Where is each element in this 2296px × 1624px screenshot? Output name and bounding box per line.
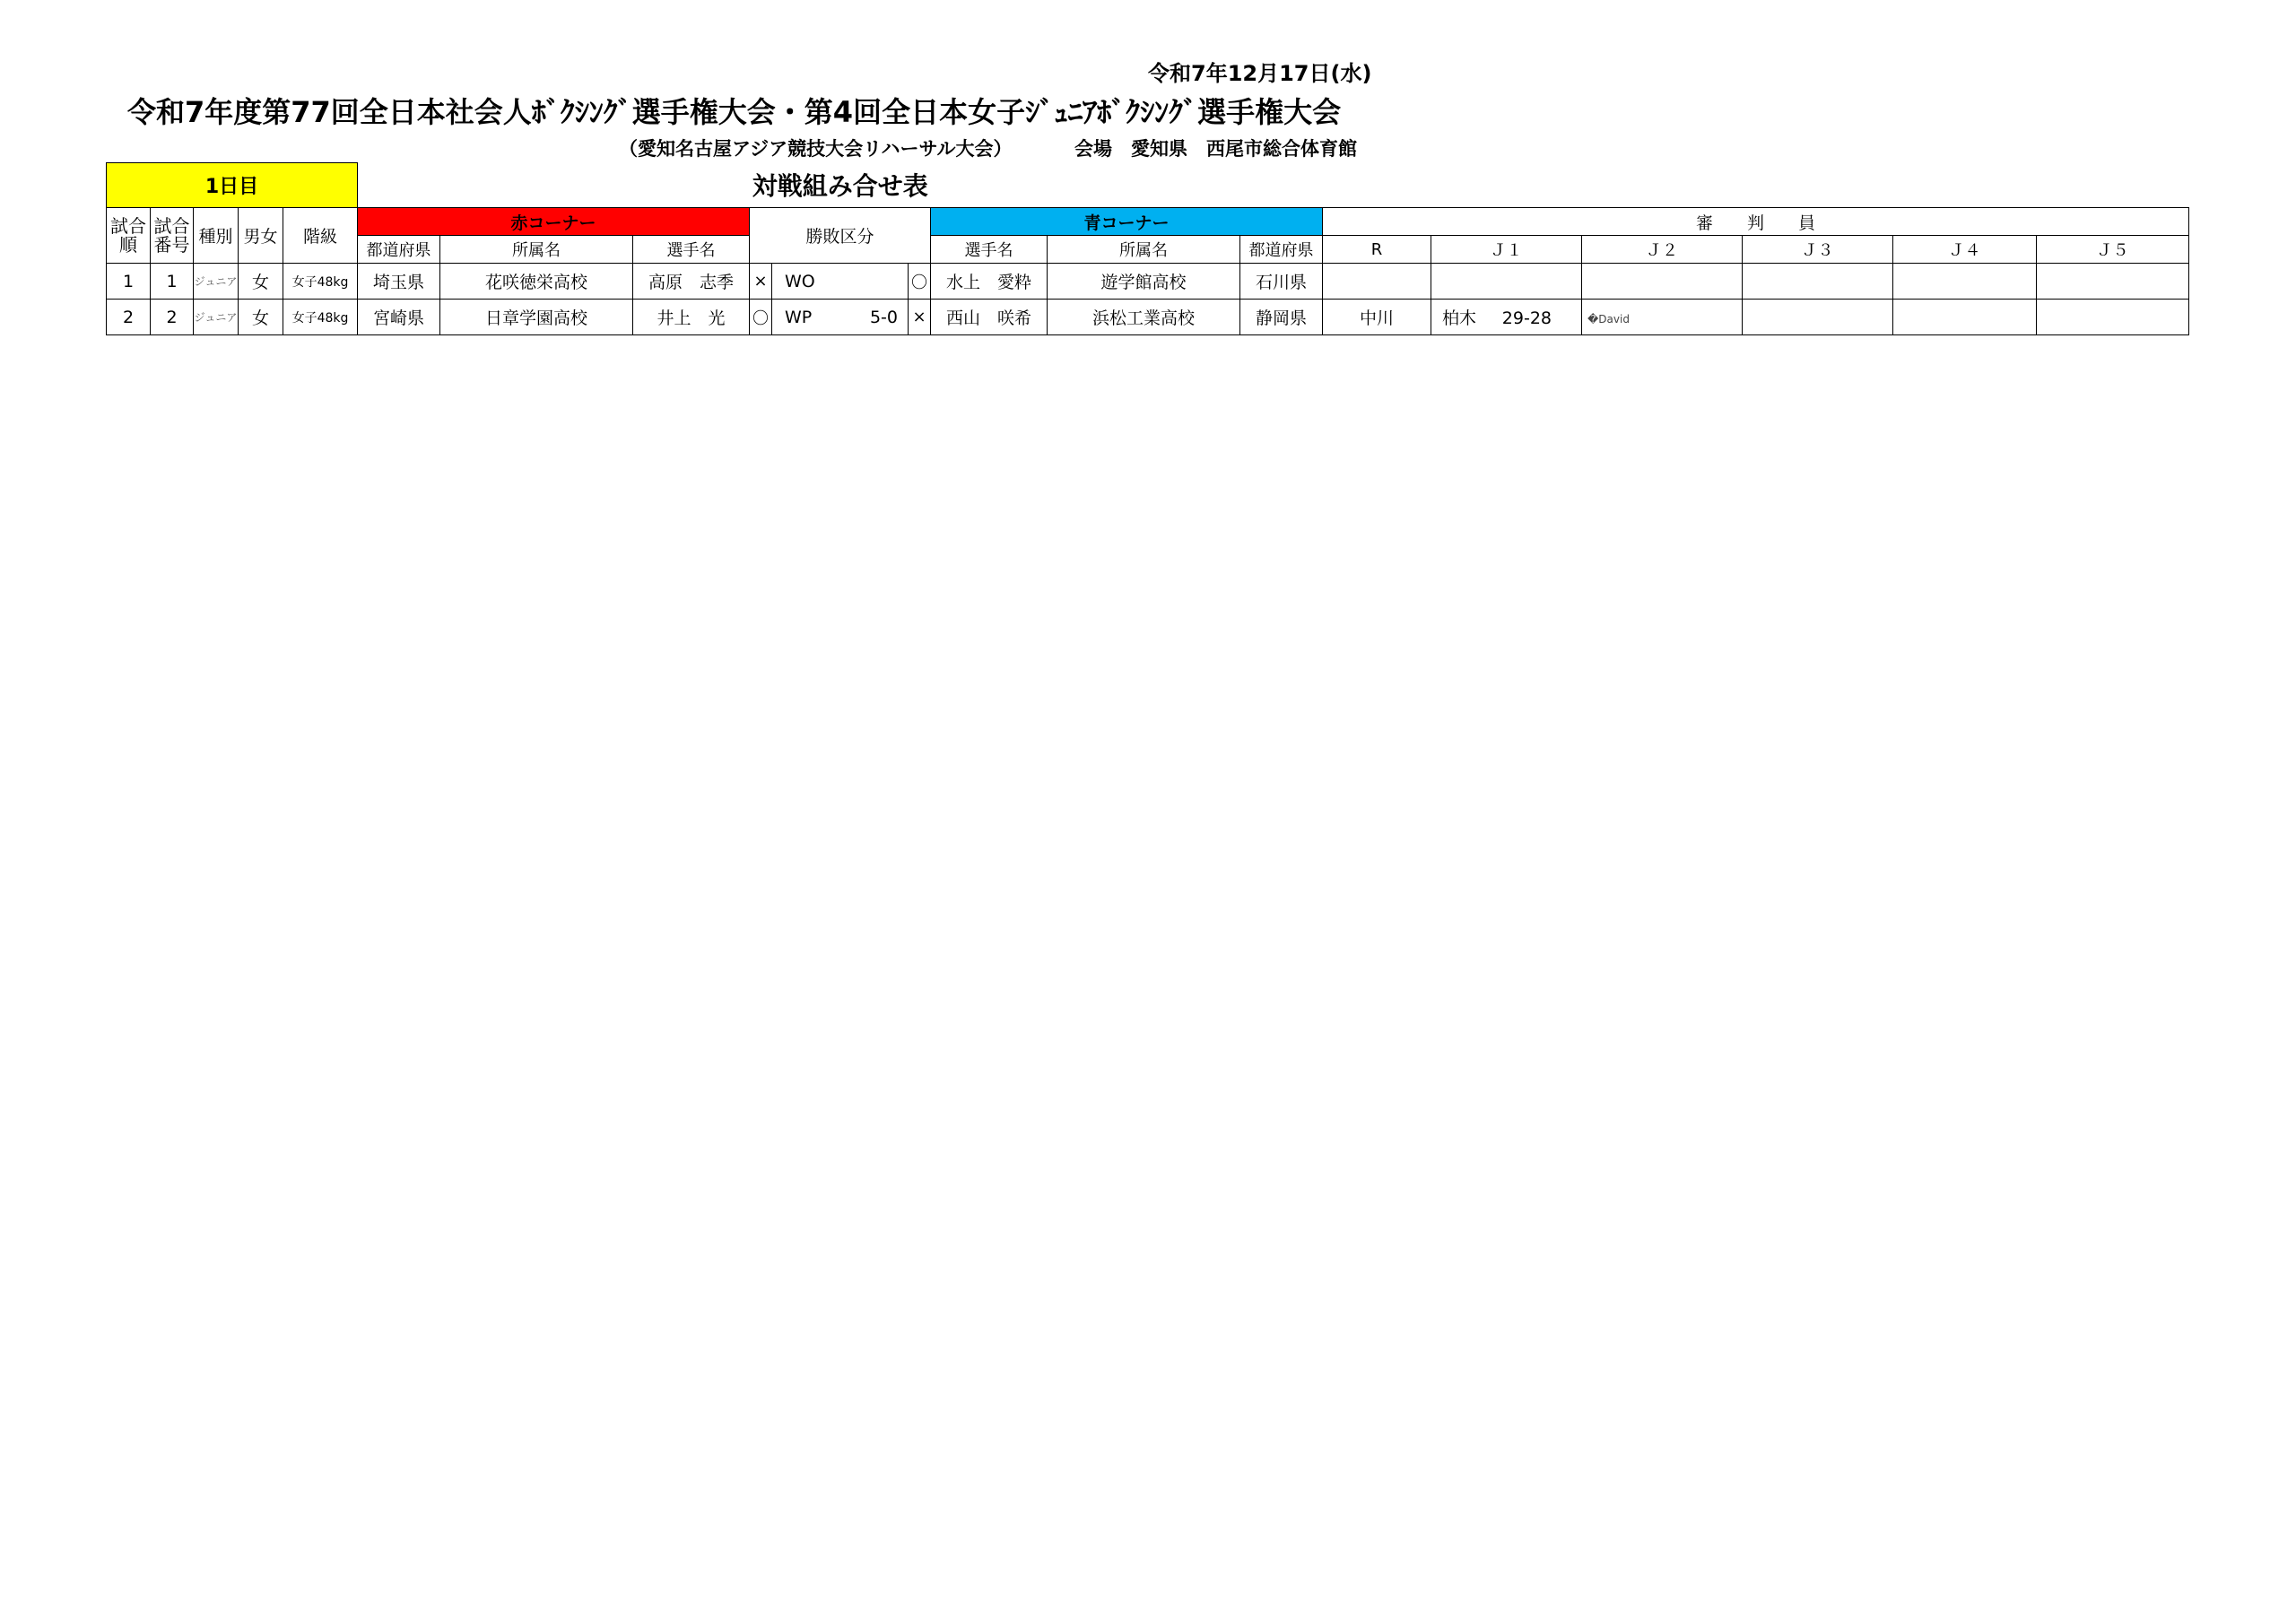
page-title: 令和7年度第77回全日本社会人ﾎﾞｸｼﾝｸﾞ選手権大会・第4回全日本女子ｼﾞｭﾆｱﾎﾞｸｼﾝｸﾞ選手権大会 (127, 95, 1342, 129)
referee (1323, 264, 1431, 300)
bout-row (107, 264, 2189, 300)
referee: 中川 (1323, 300, 1431, 335)
judge-4 (1893, 300, 2037, 335)
j5-header: Ｊ５ (2037, 236, 2189, 264)
blue-club-header: 所属名 (1048, 236, 1240, 264)
bout-row (107, 300, 2189, 335)
judge-name: 柏木 (1441, 308, 1476, 328)
bout-order: 2 (107, 300, 151, 335)
day-label: 1日目 (107, 163, 358, 208)
bout-table (106, 162, 2189, 335)
sex: 女 (239, 300, 283, 335)
red-pref-header: 都道府県 (358, 236, 440, 264)
bout-no: 1 (151, 264, 194, 300)
weight-header: 階級 (283, 208, 358, 264)
red-boxer: 高原 志季 (633, 264, 750, 300)
sheet-title: 対戦組み合せ表 (752, 171, 928, 202)
red-result-mark: × (750, 264, 772, 300)
bout-no-header: 試合番号 (151, 208, 194, 264)
blue-corner-header: 青コーナー (931, 208, 1323, 236)
j3-header: Ｊ３ (1743, 236, 1893, 264)
judge-2 (1582, 264, 1743, 300)
sex-header: 男女 (239, 208, 283, 264)
red-boxer: 井上 光 (633, 300, 750, 335)
judge-3 (1743, 264, 1893, 300)
venue: 会場 愛知県 西尾市総合体育館 (1074, 138, 1357, 160)
referee-header: R (1323, 236, 1431, 264)
sex: 女 (239, 264, 283, 300)
result-header: 勝敗区分 (750, 208, 931, 264)
red-club-header: 所属名 (440, 236, 633, 264)
bout-order: 1 (107, 264, 151, 300)
subtitle: （愛知名古屋アジア競技大会リハーサル大会） (619, 138, 1013, 160)
j2-header: Ｊ２ (1582, 236, 1743, 264)
red-result-mark: 〇 (750, 300, 772, 335)
bout-no: 2 (151, 300, 194, 335)
bout-order-header: 試合順 (107, 208, 151, 264)
judge-score: 29-28 (1501, 308, 1552, 328)
red-corner-header: 赤コーナー (358, 208, 750, 236)
red-prefecture: 宮崎県 (358, 300, 440, 335)
red-prefecture: 埼玉県 (358, 264, 440, 300)
category: ジュニア (194, 300, 239, 335)
method-detail: 5-0 (869, 307, 898, 327)
weight-class: 女子48kg (283, 300, 358, 335)
officials-header: 審 判 員 (1323, 208, 2189, 236)
category: ジュニア (194, 264, 239, 300)
judge-3 (1743, 300, 1893, 335)
judge-2 (1582, 300, 1743, 335)
j4-header: Ｊ４ (1893, 236, 2037, 264)
blue-result-mark: × (909, 300, 931, 335)
date: 令和7年12月17日(水) (1148, 61, 1372, 86)
blank-cell (1323, 163, 2189, 208)
kind-header: 種別 (194, 208, 239, 264)
red-affiliation: 日章学園高校 (440, 300, 633, 335)
method-text: WP (785, 307, 813, 327)
result-method (772, 300, 909, 335)
judge-name: �David (1587, 312, 1630, 326)
blue-pref-header: 都道府県 (1240, 236, 1323, 264)
blue-affiliation: 遊学館高校 (1048, 264, 1240, 300)
blue-boxer: 西山 咲希 (931, 300, 1048, 335)
red-name-header: 選手名 (633, 236, 750, 264)
blue-prefecture: 静岡県 (1240, 300, 1323, 335)
judge-1 (1431, 264, 1582, 300)
j1-header: Ｊ１ (1431, 236, 1582, 264)
weight-class: 女子48kg (283, 264, 358, 300)
blue-boxer: 水上 愛粋 (931, 264, 1048, 300)
result-method (772, 264, 909, 300)
judge-5 (2037, 300, 2189, 335)
blue-affiliation: 浜松工業高校 (1048, 300, 1240, 335)
judge-5 (2037, 264, 2189, 300)
red-affiliation: 花咲徳栄高校 (440, 264, 633, 300)
judge-4 (1893, 264, 2037, 300)
blue-name-header: 選手名 (931, 236, 1048, 264)
blue-prefecture: 石川県 (1240, 264, 1323, 300)
judge-1 (1431, 300, 1582, 335)
blue-result-mark: 〇 (909, 264, 931, 300)
method-text: WO (785, 271, 815, 291)
